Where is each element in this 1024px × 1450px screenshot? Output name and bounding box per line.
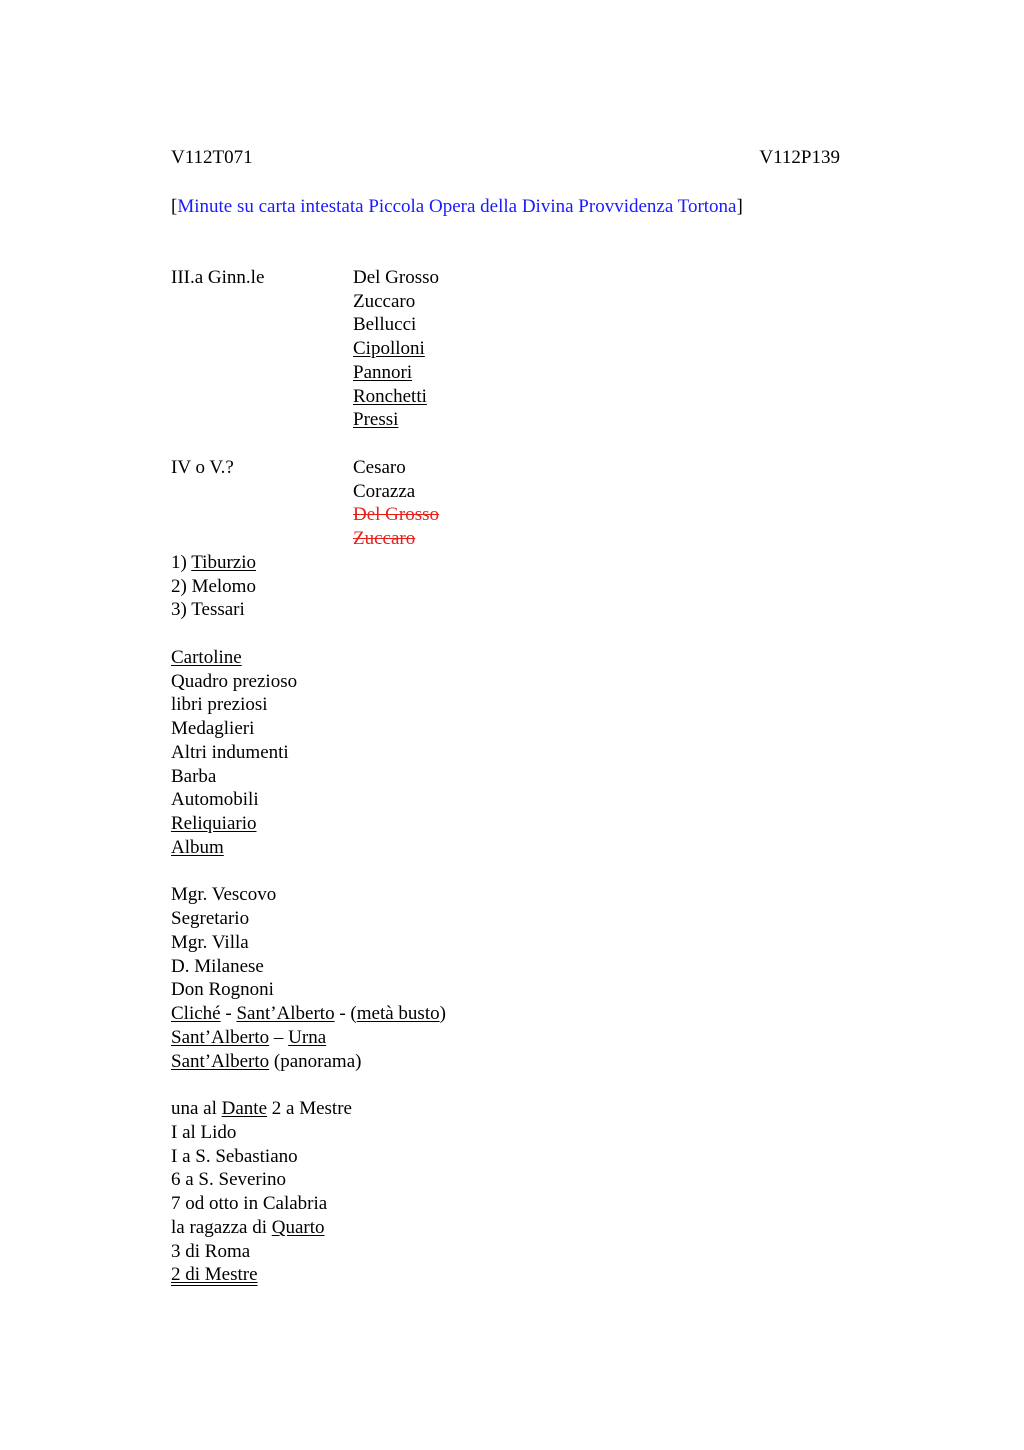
ranking-item: 1) Tiburzio [171,552,256,573]
left-code: V112T071 [171,147,253,168]
student-name: Ronchetti [353,386,427,407]
editorial-note: [Minute su carta intestata Piccola Opera della Divina Provvidenza Tortona] [171,196,743,217]
student-name: Pannori [353,362,413,383]
roma-line: 3 di Roma [171,1241,251,1262]
person-item: Mgr. Villa [171,932,249,953]
place-item: I a S. Sebastiano [171,1146,298,1167]
student-name: Bellucci [353,314,417,335]
deleted-name: Zuccaro [353,528,416,549]
person-item: Don Rognoni [171,979,274,1000]
list-item: Reliquiario [171,813,257,834]
list-item: Album [171,837,224,858]
person-item: Mgr. Vescovo [171,884,277,905]
dante-line: una al Dante 2 a Mestre [171,1098,352,1119]
person-item: D. Milanese [171,956,264,977]
urna-line: Sant’Alberto – Urna [171,1027,327,1048]
place-item: 7 od otto in Calabria [171,1193,328,1214]
list-item: libri preziosi [171,694,268,715]
list-item: Quadro prezioso [171,671,298,692]
list-item: Automobili [171,789,259,810]
cliche-line: Cliché - Sant’Alberto - (metà busto) [171,1003,446,1024]
list-item: Cartoline [171,647,242,668]
panorama-line: Sant’Alberto (panorama) [171,1051,362,1072]
list-item: Barba [171,766,217,787]
student-name: Zuccaro [353,291,416,312]
quarto-line: la ragazza di Quarto [171,1217,325,1238]
student-name: Cesaro [353,457,406,478]
deleted-name: Del Grosso [353,504,440,525]
place-item: I al Lido [171,1122,237,1143]
list-item: Altri indumenti [171,742,289,763]
student-name: Cipolloni [353,338,425,359]
header-row [171,146,840,170]
place-item: 6 a S. Severino [171,1169,287,1190]
student-name: Del Grosso [353,267,440,288]
ranking-item: 3) Tessari [171,599,245,620]
note-text: Minute su carta intestata Piccola Opera della Divina Provvidenza Tortona [177,196,737,217]
class4-label: IV o V.? [171,457,234,478]
student-name: Pressi [353,409,399,430]
class3-label: III.a Ginn.le [171,267,265,288]
mestre-line: 2 di Mestre [171,1264,258,1285]
student-name: Corazza [353,481,416,502]
right-code: V112P139 [759,147,840,168]
person-item: Segretario [171,908,250,929]
ranking-item: 2) Melomo [171,576,256,597]
list-item: Medaglieri [171,718,255,739]
